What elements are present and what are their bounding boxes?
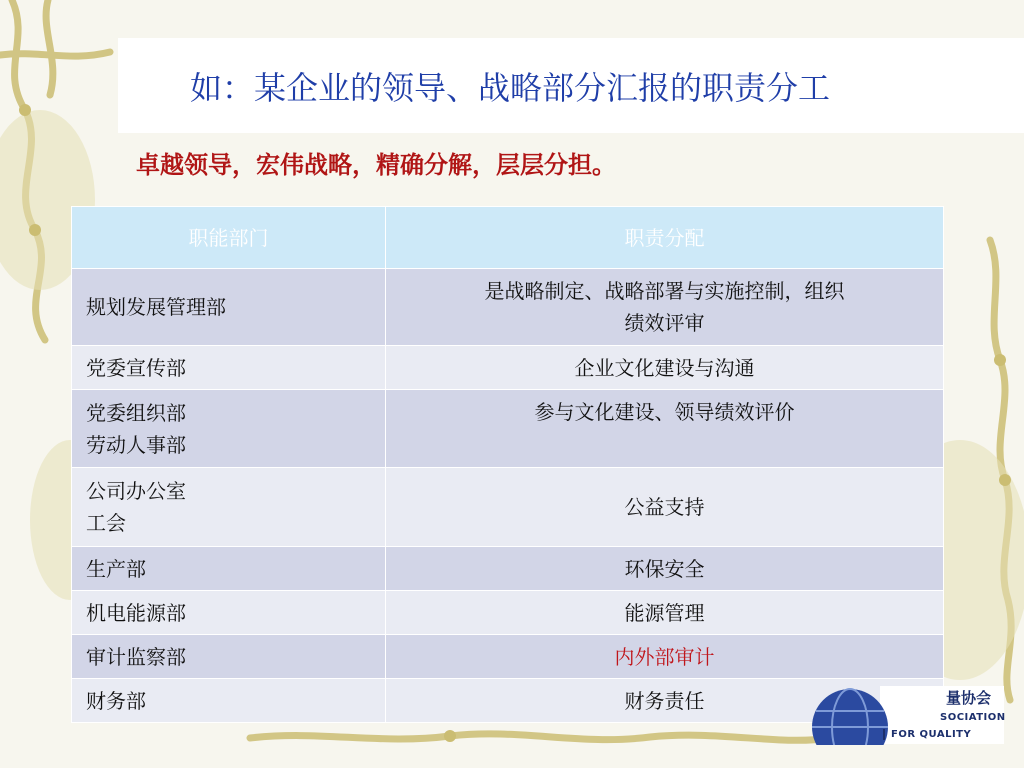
dept-name: 审计监察部	[86, 644, 186, 669]
duty-cell	[386, 468, 944, 547]
page-title: 如：某企业的领导、战略部分汇报的职责分工	[190, 69, 831, 107]
logo-text-quality: FOR QUALITY	[883, 729, 971, 740]
dept-cell	[72, 346, 386, 390]
table-header-row	[72, 207, 944, 269]
header-duty: 职责分配	[386, 207, 944, 269]
dept-name: 党委宣传部	[86, 355, 186, 380]
duty-text: 是战略制定、战略部署与实施控制，组织	[484, 279, 845, 303]
header-department: 职能部门	[72, 207, 386, 269]
duty-text: 财务责任	[624, 688, 705, 713]
table-row	[72, 269, 944, 346]
table-row	[72, 390, 944, 468]
dept-name: 党委组织部	[86, 400, 186, 425]
duty-cell	[386, 269, 944, 346]
dept-name: 规划发展管理部	[86, 295, 226, 319]
dept-name: 财务部	[86, 688, 146, 713]
duty-text: 能源管理	[624, 600, 705, 625]
duty-text: 公益支持	[624, 495, 705, 519]
dept-name: 公司办公室	[86, 479, 186, 503]
duty-cell	[386, 390, 944, 468]
table-row	[72, 547, 944, 591]
logo-text-cn: 量协会	[946, 689, 992, 707]
logo-text-association: SOCIATION	[940, 712, 1006, 723]
dept-cell	[72, 635, 386, 679]
dept-cell	[72, 591, 386, 635]
duty-text: 参与文化建设、领导绩效评价	[534, 400, 795, 424]
table-row	[72, 635, 944, 679]
dept-cell	[72, 679, 386, 723]
subtitle: 卓越领导，宏伟战略，精确分解，层层分担。	[136, 150, 616, 179]
duty-table	[71, 206, 944, 723]
table-row	[72, 346, 944, 390]
duty-text: 环保安全	[624, 556, 705, 581]
dept-name: 劳动人事部	[86, 432, 186, 457]
table-row	[72, 591, 944, 635]
duty-cell	[386, 591, 944, 635]
dept-name: 工会	[86, 511, 126, 535]
dept-cell	[72, 269, 386, 346]
dept-name: 机电能源部	[86, 600, 186, 625]
dept-cell	[72, 390, 386, 468]
duty-cell	[386, 346, 944, 390]
table-row	[72, 468, 944, 547]
dept-cell	[72, 468, 386, 547]
duty-text: 企业文化建设与沟通	[574, 355, 755, 380]
duty-text: 绩效评审	[624, 311, 705, 335]
duty-cell	[386, 547, 944, 591]
dept-cell	[72, 547, 386, 591]
dept-name: 生产部	[86, 556, 146, 581]
duty-text-highlight: 内外部审计	[614, 644, 715, 669]
duty-cell	[386, 635, 944, 679]
